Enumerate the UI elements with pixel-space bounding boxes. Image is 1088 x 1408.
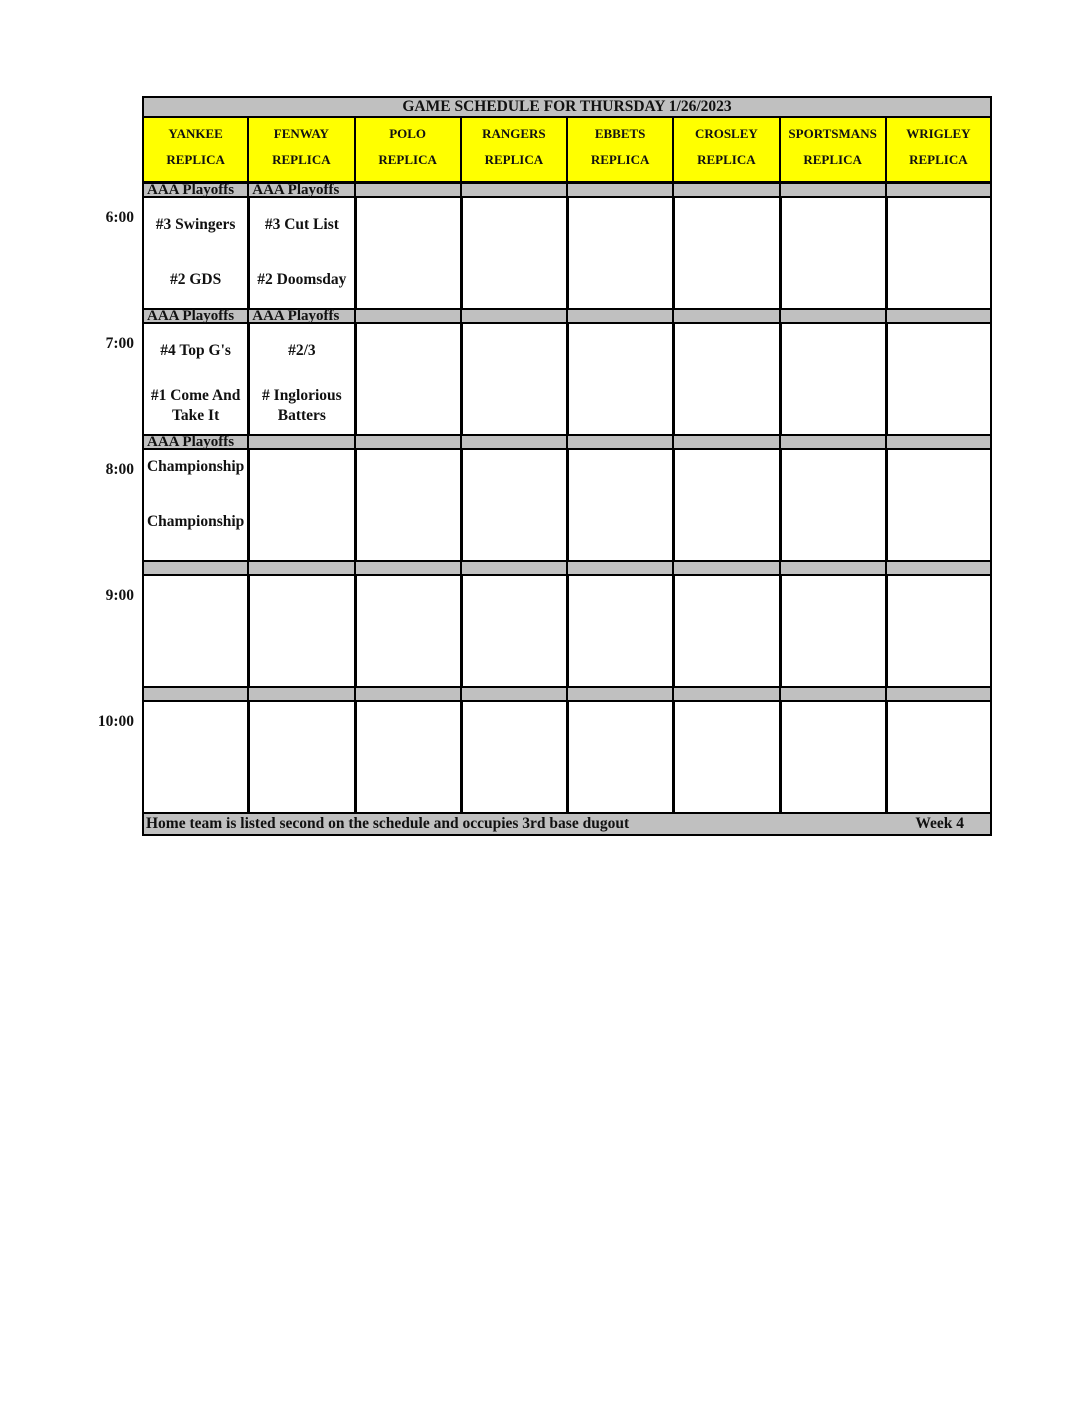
game-cell [886,702,992,812]
division-label [780,686,886,702]
game-cell [886,576,992,686]
field-name: POLO [389,126,427,141]
game-cell [142,198,248,308]
game-cell [355,702,461,812]
game-cell [567,702,673,812]
time-slot [105,182,992,308]
field-type: REPLICA [272,152,331,167]
division-label [461,434,567,450]
home-team: # Inglorious Batters [262,387,342,424]
field-name: SPORTSMANS [788,126,877,141]
field-header-sportsmans [780,118,886,182]
schedule-title: GAME SCHEDULE FOR THURSDAY 1/26/2023 [142,96,992,118]
field-type: REPLICA [484,152,544,167]
field-name: EBBETS [594,126,646,141]
field-header-fenway [248,118,354,182]
division-label: AAA Playoffs [248,308,354,324]
division-label [461,308,567,324]
division-label-row [142,182,992,198]
away-team: #3 Swingers [155,216,236,233]
field-name: RANGERS [482,126,546,141]
division-label [461,182,567,198]
division-label [886,308,992,324]
game-cell [673,702,779,812]
field-type: REPLICA [590,152,650,167]
game-cell [673,198,779,308]
division-label: AAA Playoffs [142,182,248,198]
footer-note: Home team is listed second on the schedule and occupies 3rd base dugout [146,815,630,832]
time-label: 6:00 [105,209,134,226]
home-team: #2 GDS [170,271,222,288]
time-slots [97,182,992,812]
home-team: #1 Come And Take It [150,387,241,424]
game-cell [780,198,886,308]
home-team: #2 Doomsday [257,271,347,288]
game-cell [461,324,567,434]
game-cell [886,324,992,434]
division-label [673,182,779,198]
division-label [567,686,673,702]
game-cell [567,198,673,308]
away-team: Championship [146,458,245,475]
division-label [673,686,779,702]
away-team: #2/3 [288,342,316,359]
division-label [673,308,779,324]
division-label [461,560,567,576]
game-cell [248,324,354,434]
game-cell [567,324,673,434]
division-label [461,686,567,702]
field-header-row [142,118,992,182]
game-cell [142,450,248,560]
game-cell [248,702,354,812]
division-label [567,434,673,450]
field-header-polo [355,118,461,182]
game-row [142,450,992,560]
home-team: Championship [146,513,245,530]
field-header-ebbets [567,118,673,182]
game-cell [461,198,567,308]
game-cell [248,576,354,686]
division-label [886,434,992,450]
game-cell [673,324,779,434]
division-label-row [142,434,992,450]
time-slot [105,434,992,560]
game-cell [355,576,461,686]
game-cell [673,576,779,686]
game-cell [673,450,779,560]
game-cell [567,450,673,560]
division-label [673,434,779,450]
week-label: Week 4 [915,815,964,832]
field-name: WRIGLEY [906,126,971,141]
division-label [248,560,354,576]
division-label [780,434,886,450]
division-label: AAA Playoffs [142,434,248,450]
time-label: 7:00 [105,335,134,352]
division-label [780,182,886,198]
division-label [355,182,461,198]
field-header-crosley [673,118,779,182]
field-type: REPLICA [697,152,756,167]
game-cell [355,450,461,560]
division-label [567,560,673,576]
division-label [886,686,992,702]
division-label [886,182,992,198]
division-label-row [142,560,992,576]
game-row [142,324,992,434]
game-cell [248,198,354,308]
division-label [248,686,354,702]
division-label [886,560,992,576]
field-name: CROSLEY [694,126,758,141]
division-label [673,560,779,576]
time-label: 10:00 [97,713,134,730]
game-cell [248,450,354,560]
game-cell [886,198,992,308]
game-cell [780,702,886,812]
field-type: REPLICA [803,152,862,167]
division-label [780,308,886,324]
division-label [567,308,673,324]
away-team: #4 Top G's [160,342,231,359]
field-type: REPLICA [909,152,968,167]
game-cell [142,576,248,686]
field-type: REPLICA [378,152,437,167]
field-header-rangers [461,118,567,182]
game-row [142,198,992,308]
time-slot [105,560,992,686]
game-cell [461,702,567,812]
division-label [142,560,248,576]
game-row [142,576,992,686]
game-cell [461,576,567,686]
game-cell [780,450,886,560]
division-label [567,182,673,198]
schedule-sheet [97,96,992,836]
division-label [355,560,461,576]
time-slot [97,686,992,812]
game-cell [461,450,567,560]
game-cell [142,324,248,434]
schedule-footer [142,812,992,836]
division-label [355,308,461,324]
field-type: REPLICA [166,152,225,167]
division-label [780,560,886,576]
division-label: AAA Playoffs [248,182,354,198]
game-cell [142,702,248,812]
game-cell [780,324,886,434]
division-label [142,686,248,702]
time-label: 8:00 [105,461,134,478]
division-label: AAA Playoffs [142,308,248,324]
game-cell [567,576,673,686]
field-name: YANKEE [168,126,223,141]
field-header-wrigley [886,118,992,182]
field-header-yankee [142,118,248,182]
field-name: FENWAY [273,126,329,141]
division-label-row [142,686,992,702]
game-cell [355,324,461,434]
away-team: #3 Cut List [264,216,339,233]
game-row [142,702,992,812]
game-cell [780,576,886,686]
game-cell [355,198,461,308]
time-label: 9:00 [105,587,134,604]
division-label [248,434,354,450]
division-label-row [142,308,992,324]
game-cell [886,450,992,560]
division-label [355,686,461,702]
division-label [355,434,461,450]
time-slot [105,308,992,434]
